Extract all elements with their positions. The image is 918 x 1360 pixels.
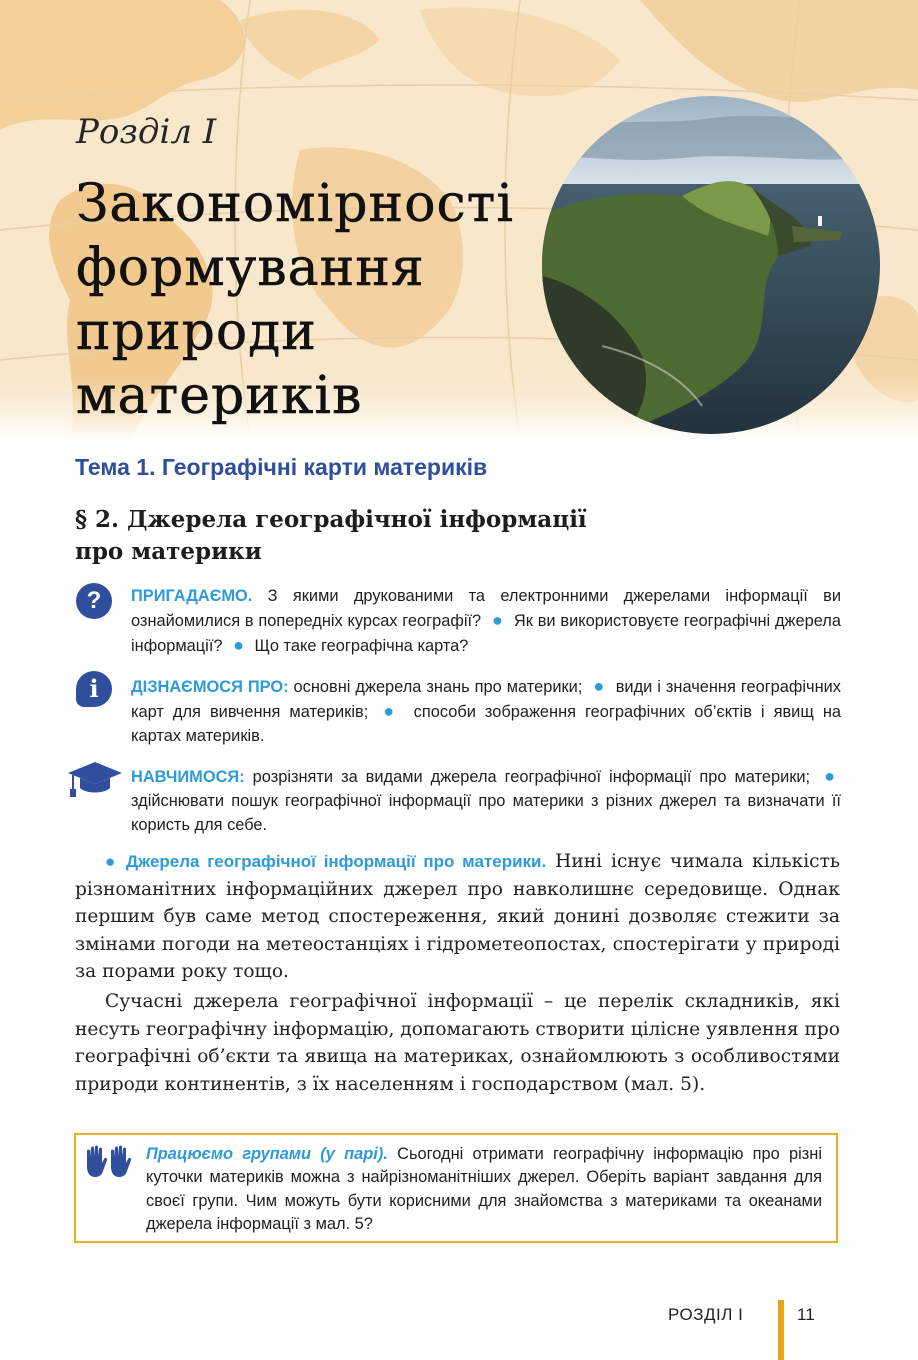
learn-about-text-3: способи зображення географічних об’єктів і явищ на картах материків. [131,703,841,745]
paragraph-title-line2: про материки [75,538,262,565]
chapter-header [0,0,918,440]
recall-text-3: Що таке географічна карта? [254,637,469,655]
recall-header: ПРИГАДАЄМО. [131,587,253,605]
section-label: Розділ І [76,112,217,152]
recall-text-1: З якими друкованими та електронними джерелами інформації ви ознайомилися в попередніх курсах географії? [131,587,841,630]
skills-text-2: здійснювати пошук географічної інформації про материки з різних джерел та визначати її користь для себе. [131,792,841,834]
group-work-header: Працюємо групами (у парі). [146,1145,388,1163]
learn-about-header: ДІЗНАЄМОСЯ ПРО: [131,678,289,696]
question-icon: ? [76,583,112,619]
group-work-text [146,1143,822,1237]
recall-block: ПРИГАДАЄМО. З якими друкованими та електронними джерелами інформації ви ознайомилися в попередніх курсах географії? ● Як ви використовуєте географічні джерела інформації? ● Що таке географічна карта? [131,587,841,655]
body-lead: ● Джерела географічної інформації про материки. [105,852,547,871]
gloves-icon [84,1145,132,1181]
group-work-box [74,1133,838,1243]
info-icon: i [76,671,112,707]
skills-header: НАВЧИМОСЯ: [131,768,245,786]
learn-about-text-1: основні джерела знань про материки; [293,678,583,696]
footer-section-label: РОЗДІЛ І [668,1305,744,1324]
body-paragraph-1 [75,848,840,986]
skills-text-1: розрізняти за видами джерела географічної інформації про материки; [252,768,811,786]
body-paragraph-2: Сучасні джерела географічної інформації – це перелік складників, які несуть географічну інформацію, допомагають створити цілісне уявлення про географічні об’єкти та явища на материках, ознайомлюють з особливостями природи континентів, з їх населенням і господарством (мал. 5). [75,991,840,1095]
paragraph-title-line1: § 2. Джерела географічної інформації [75,506,587,533]
topic-title: Тема 1. Географічні карти материків [75,454,488,480]
graduation-cap-icon [66,760,124,800]
body-paragraph-1-text: Нині існує чимала кількість різноманітних інформаційних джерел про навколишнє середовище. Однак першим був саме метод спостереження, який донині дозволяє стежити за змінами погоди на метеостанціях і гідрометеопостах, спостерігати у природі за порами року тощо. [75,851,841,983]
group-work-body: Сьогодні отримати географічну інформацію про різні куточки материків можна з найрізноманітніших джерел. Оберіть варіант завдання для своєї групи. Чим можуть бути корисними для знайомства з материками та океанами джерела інформації з мал. 5? [146,1145,822,1234]
skills-block: НАВЧИМОСЯ: розрізняти за видами джерела географічної інформації про материки; ● здійснювати пошук географічної інформації про материки з різних джерел та визначати її користь для себе. [131,766,841,834]
paragraph-title [75,504,775,568]
learn-about-block: ДІЗНАЄМОСЯ ПРО: основні джерела знань про материки; ● види і значення географічних карт для вивчення материків; ● способи зображення географічних об’єктів і явищ на картах материків. [131,676,841,745]
page-number: 11 [797,1305,815,1324]
recall-text-2: Як ви використовуєте географічні джерела інформації? [131,612,841,655]
footer-divider [778,1300,784,1360]
coastal-cliff-photo [542,96,880,434]
learn-about-text-2: види і значення географічних карт для вивчення материків; [131,678,841,721]
chapter-title: Закономірності формування природи материків [76,174,515,426]
